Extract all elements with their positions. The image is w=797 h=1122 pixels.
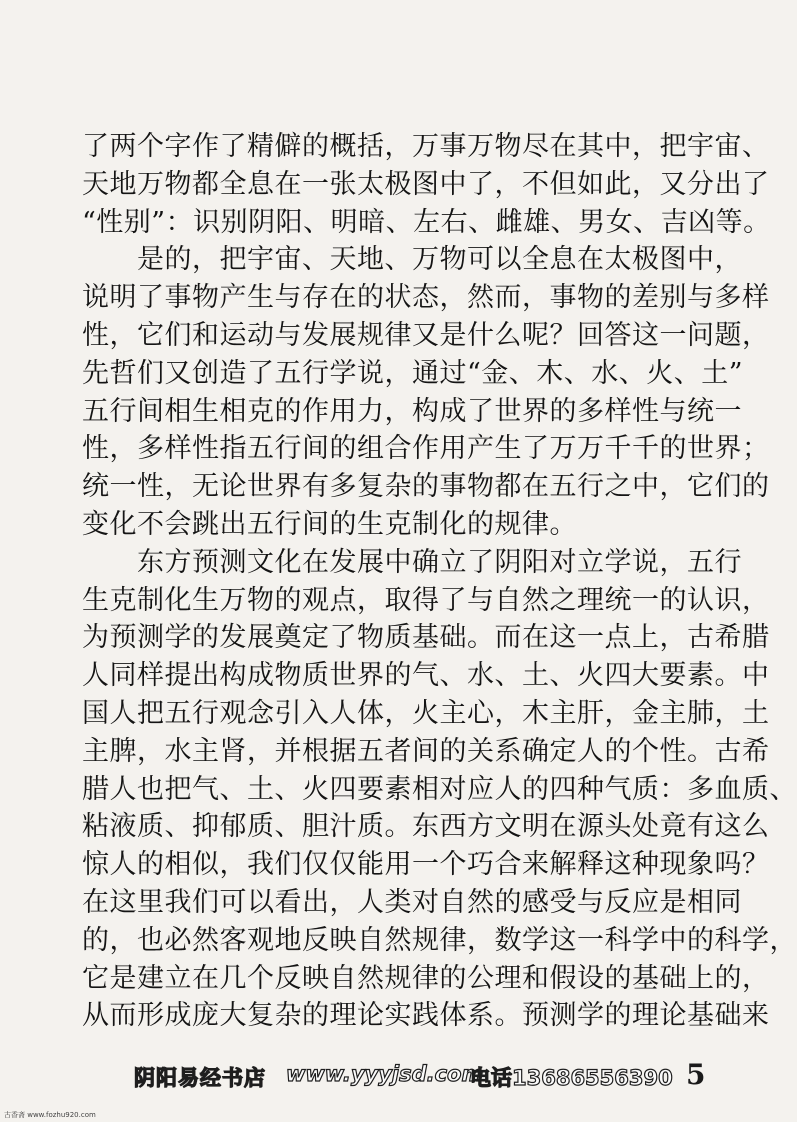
footer-website: www.yyyjsd.com	[286, 1062, 484, 1086]
text-line: 性，它们和运动与发展规律又是什么呢？回答这一问题，	[82, 319, 770, 351]
text-line: 惊人的相似，我们仅仅能用一个巧合来解释这种现象吗？	[82, 849, 770, 881]
text-line: 人同样提出构成物质世界的气、水、土、火四大要素。中	[82, 660, 770, 692]
text-line: 天地万物都全息在一张太极图中了，不但如此，又分出了	[82, 168, 770, 200]
text-line: 生克制化生万物的观点，取得了与自然之理统一的认识，	[82, 584, 770, 616]
text-line: 粘液质、抑郁质、胆汁质。东西方文明在源头处竟有这么	[82, 811, 770, 843]
body-text	[82, 128, 797, 1035]
text-line: 是的，把宇宙、天地、万物可以全息在太极图中，	[82, 244, 742, 276]
text-line: 先哲们又创造了五行学说，通过“金、木、水、火、土”	[82, 357, 744, 389]
page-number: 5	[686, 1058, 706, 1091]
text-line: 腊人也把气、土、火四要素相对应人的四种气质：多血质、	[82, 773, 797, 805]
scan-credit: 古香斋 www.fozhu920.com	[4, 1111, 96, 1119]
text-line: 它是建立在几个反映自然规律的公理和假设的基础上的，	[82, 962, 770, 994]
footer-shop-name: 阴阳易经书店	[134, 1066, 266, 1090]
text-line: 主脾，水主肾，并根据五者间的关系确定人的个性。古希	[82, 735, 770, 767]
text-line: 的，也必然客观地反映自然规律，数学这一科学中的科学，	[82, 924, 797, 956]
text-line: 五行间相生相克的作用力，构成了世界的多样性与统一	[82, 395, 742, 427]
text-line: 性，多样性指五行间的组合作用产生了万万千千的世界；	[82, 433, 770, 465]
text-line: “性别”：识别阴阳、明暗、左右、雌雄、男女、吉凶等。	[82, 206, 771, 238]
text-line: 变化不会跳出五行间的生克制化的规律。	[82, 508, 577, 540]
footer-phone: 电话13686556390	[470, 1066, 673, 1090]
text-line: 为预测学的发展奠定了物质基础。而在这一点上，古希腊	[82, 622, 770, 654]
text-line: 说明了事物产生与存在的状态，然而，事物的差别与多样	[82, 282, 770, 314]
text-line: 从而形成庞大复杂的理论实践体系。预测学的理论基础来	[82, 1000, 770, 1032]
text-line: 统一性，无论世界有多复杂的事物都在五行之中，它们的	[82, 471, 770, 503]
text-line: 东方预测文化在发展中确立了阴阳对立学说，五行	[82, 546, 742, 578]
page-footer	[0, 1058, 786, 1098]
text-line: 国人把五行观念引入人体，火主心，木主肝，金主肺，土	[82, 697, 770, 729]
text-line: 在这里我们可以看出，人类对自然的感受与反应是相同	[82, 886, 742, 918]
text-line: 了两个字作了精僻的概括，万事万物尽在其中，把宇宙、	[82, 131, 770, 162]
